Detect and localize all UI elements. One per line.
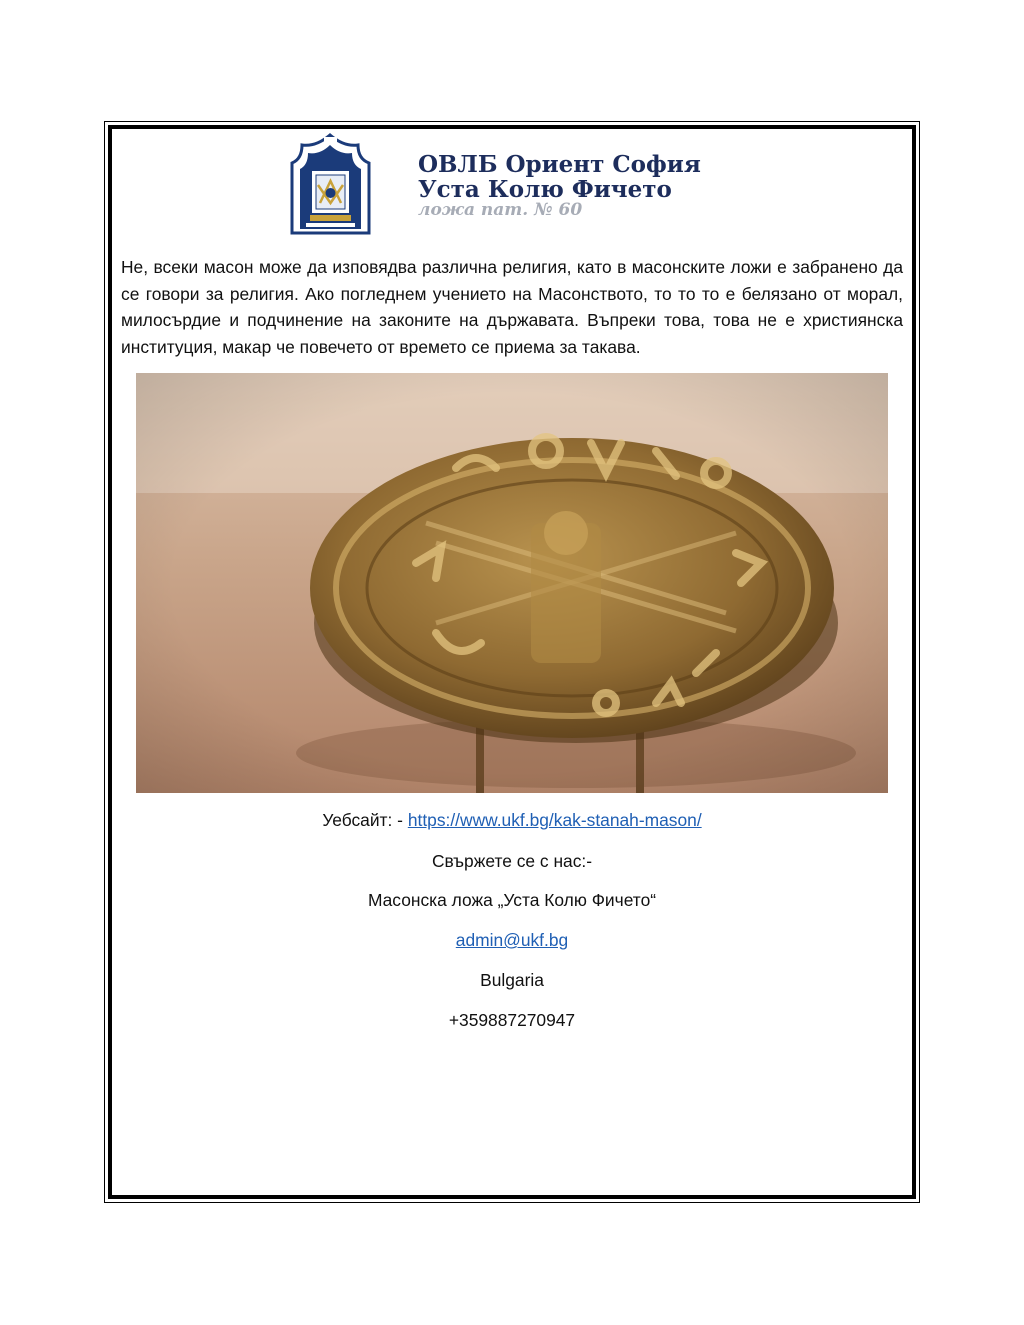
- email-link[interactable]: admin@ukf.bg: [455, 930, 569, 950]
- logo-title-line3: ложа пат. № 60: [418, 200, 583, 220]
- body-paragraph: Не, всеки масон може да изповядва различна религия, като в масонските ложи е забранено да се говори за религия. Ако погледнем учението на Масонството, то то то е белязано от морал, милосърдие и подчинение на законите на държавата. Въпреки това, това не е християнска институция, макар че повечето от времето се приема за такава.: [121, 257, 903, 357]
- logo-title-line2: Уста Колю Фичето: [418, 176, 672, 203]
- email-line: [112, 930, 912, 951]
- country-text: Bulgaria: [480, 970, 544, 990]
- phone-text: +359887270947: [448, 1010, 576, 1030]
- logo-title-line1: ОВЛБ Ориент София: [418, 151, 701, 178]
- lodge-logo: [288, 133, 738, 235]
- website-line: [112, 810, 912, 831]
- logo-title-block: [418, 151, 701, 220]
- lodge-name-text: Масонска ложа „Уста Колю Фичето“: [367, 890, 657, 910]
- ancient-seal-photo: [136, 373, 888, 793]
- website-label: Уебсайт: -: [322, 810, 408, 830]
- masonic-emblem-icon: [288, 133, 373, 235]
- contact-us-text: Свържете се с нас:-: [431, 851, 593, 871]
- website-link[interactable]: https://www.ukf.bg/kak-stanah-mason/: [407, 810, 702, 830]
